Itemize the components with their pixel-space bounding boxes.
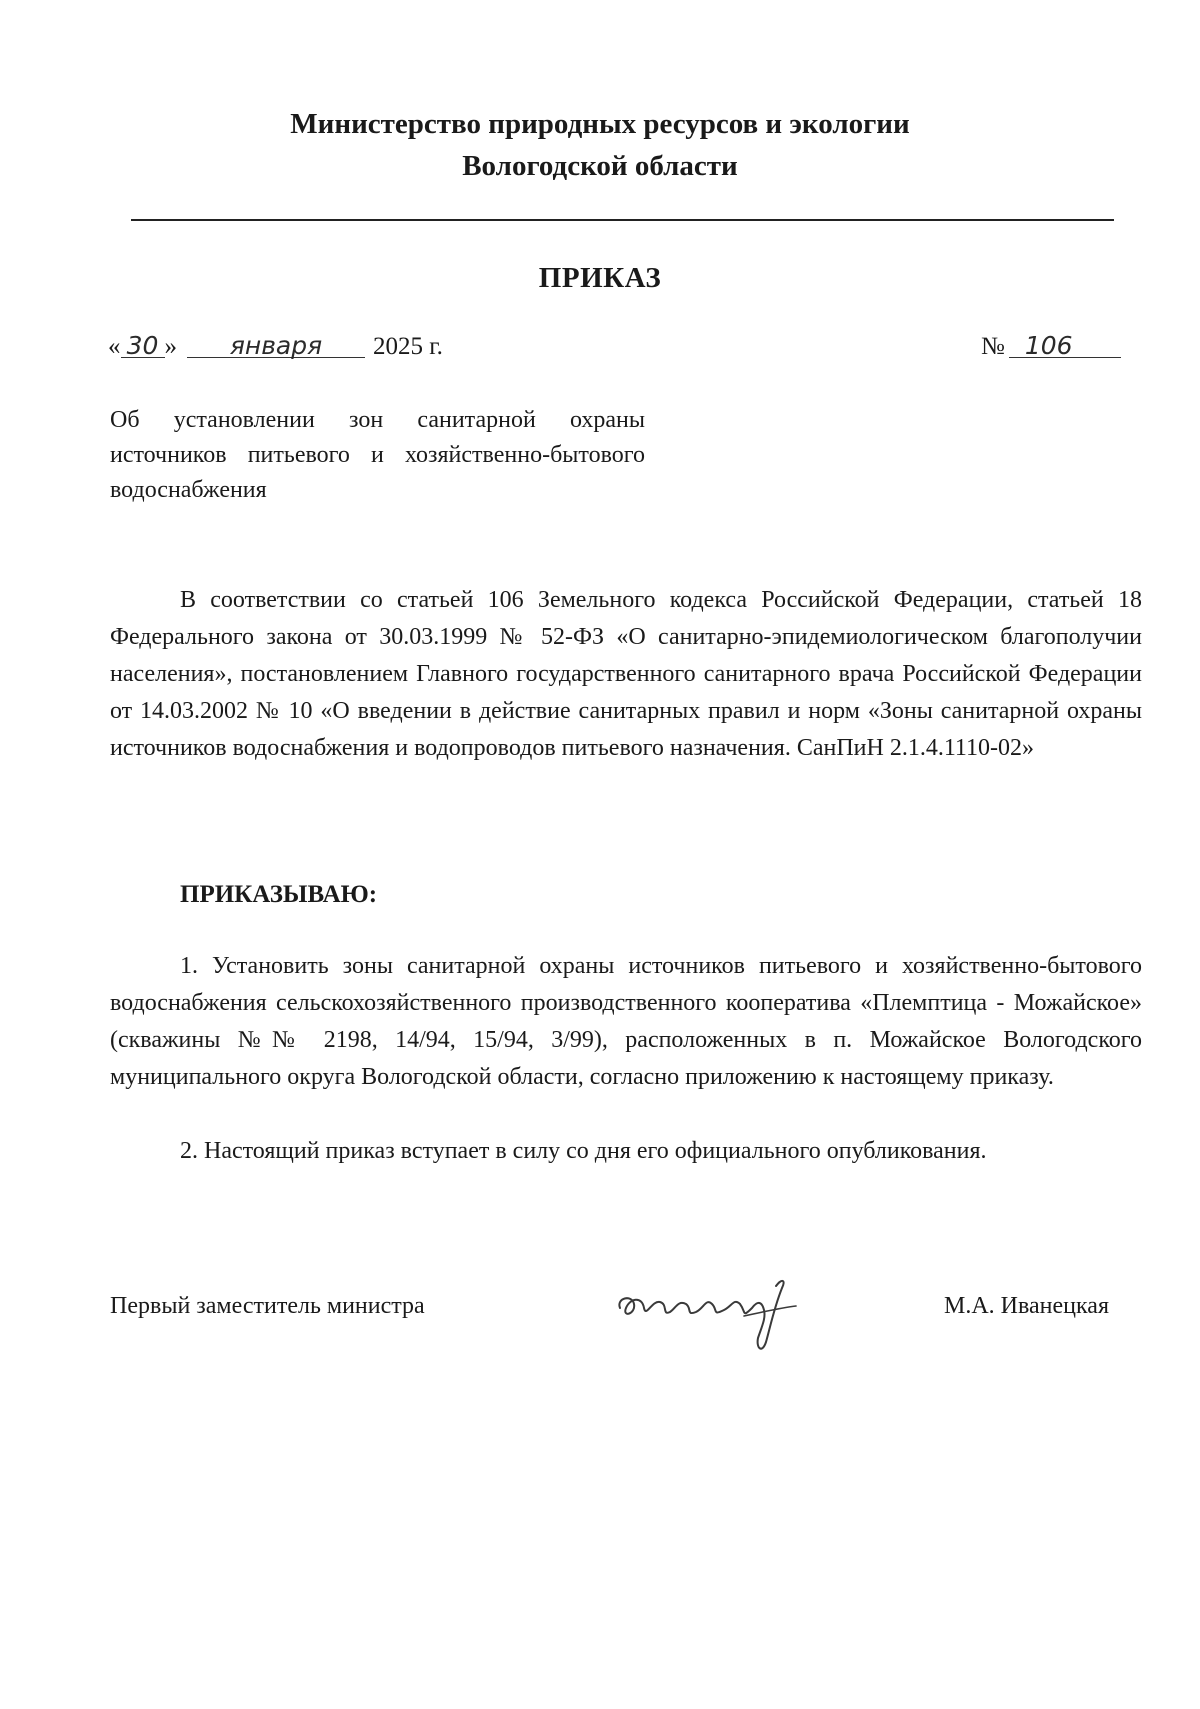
preamble-paragraph: В соответствии со статьей 106 Земельного кодекса Российской Федерации, статьей 18 Федерального закона от 30.03.1999 № 52-ФЗ «О санитарно-эпидемиологическом благополучии населения», постановлением Главного государственного санитарного врача Российской Федерации от 14.03.2002 № 10 «О введении в действие санитарных правил и норм «Зоны санитарной охраны источников водоснабжения и водопроводов питьевого назначения. СанПиН 2.1.4.1110-02» [110, 587, 1142, 761]
header-divider [131, 219, 1114, 221]
number-value-handwritten: 106 [1009, 335, 1121, 358]
document-date [108, 333, 443, 373]
number-label: № [981, 333, 1005, 360]
date-year: 2025 г. [373, 333, 443, 360]
ministry-name-line1: Министерство природных ресурсов и экологии [290, 108, 910, 140]
order-item-2: 2. Настоящий приказ вступает в силу со дня его официального опубликования. [180, 1138, 987, 1164]
handwritten-signature [612, 1268, 812, 1358]
document-number [981, 333, 1121, 361]
date-month-handwritten: января [187, 335, 365, 358]
order-heading: ПРИКАЗЫВАЮ: [180, 881, 378, 908]
date-day-handwritten: 30 [121, 335, 165, 358]
date-open-quote: « [108, 333, 121, 360]
date-close-quote: » [164, 333, 177, 360]
signatory-position: Первый заместитель министра [110, 1293, 425, 1319]
ministry-header [0, 103, 1200, 187]
order-item-1: 1. Установить зоны санитарной охраны источников питьевого и хозяйственно-бытового водоснабжения сельскохозяйственного производственного кооператива «Племптица - Можайское» (скважины №№ 2198, 14/94, 15/94, 3/99), расположенных в п. Можайское Вологодского муниципального округа Вологодской области, согласно приложению к настоящему приказу. [110, 953, 1142, 1090]
document-subject: Об установлении зон санитарной охраны источников питьевого и хозяйственно-бытового водоснабжения [110, 407, 645, 503]
signatory-name: М.А. Иванецкая [944, 1293, 1109, 1319]
document-type: ПРИКАЗ [538, 262, 662, 294]
ministry-name-line2: Вологодской области [462, 150, 738, 182]
